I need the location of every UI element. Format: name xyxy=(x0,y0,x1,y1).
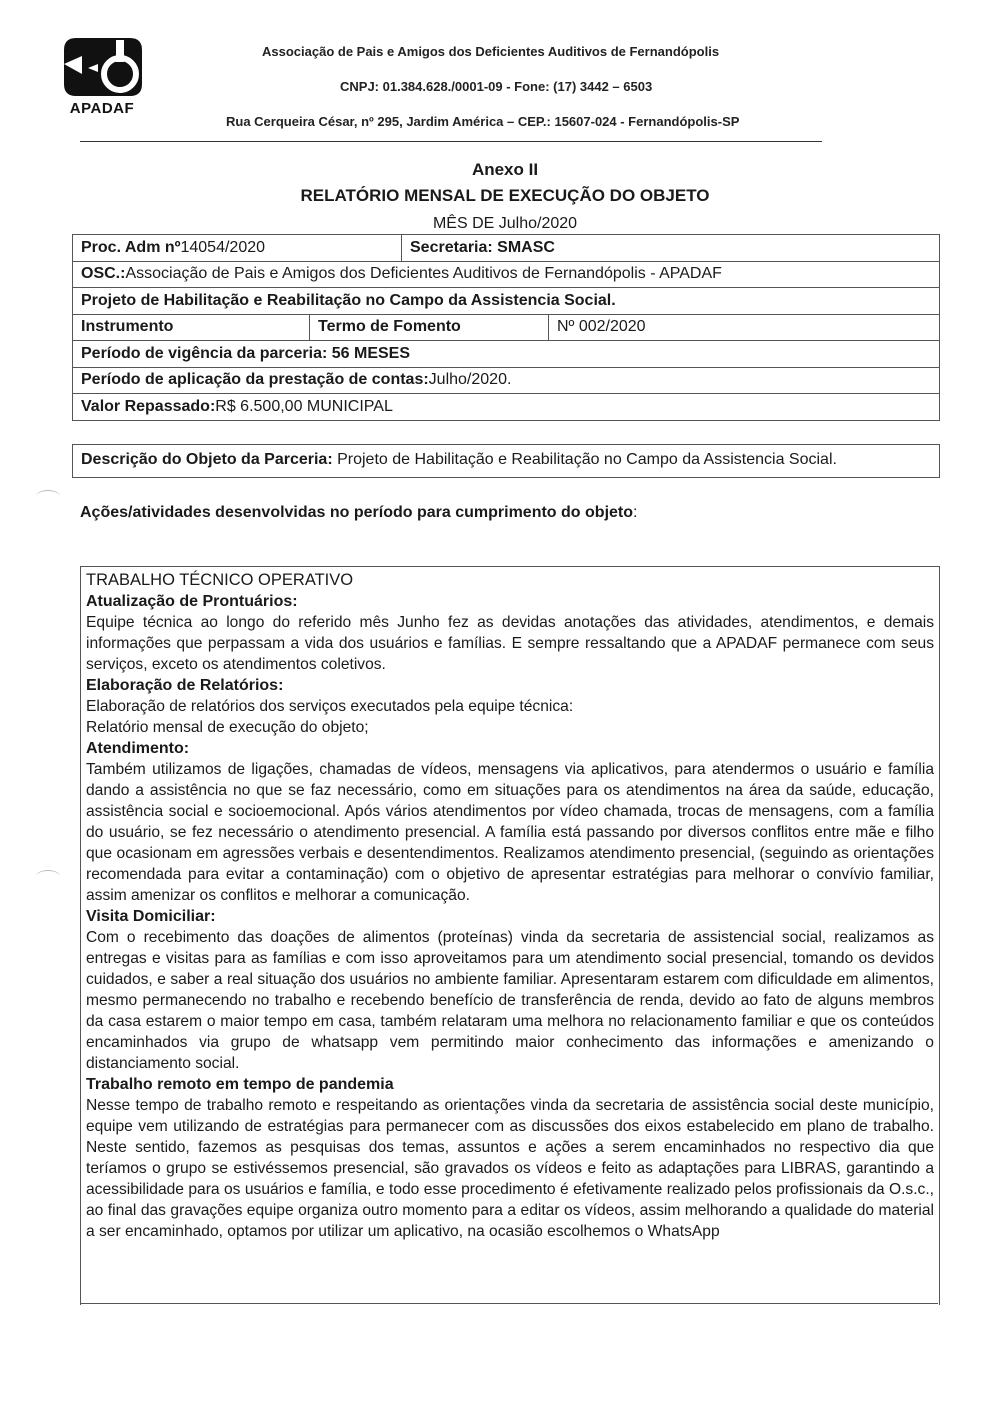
report-title: RELATÓRIO MENSAL DE EXECUÇÃO DO OBJETO xyxy=(300,186,710,205)
info-table xyxy=(72,234,940,421)
visita-title: Visita Domiciliar: xyxy=(86,908,216,925)
remoto-title: Trabalho remoto em tempo de pandemia xyxy=(86,1076,394,1093)
scan-mark xyxy=(36,870,60,883)
aplicacao-value: Julho/2020. xyxy=(428,371,512,389)
info-row-vigencia xyxy=(73,340,939,367)
section-heading: TRABALHO TÉCNICO OPERATIVO xyxy=(86,571,354,589)
project-cell xyxy=(73,288,939,314)
header-divider xyxy=(80,141,822,142)
proc-value: 14054/2020 xyxy=(180,238,266,256)
activities-box xyxy=(80,566,940,1305)
valor-label: Valor Repassado: xyxy=(81,397,216,415)
aplicacao-label: Período de aplicação da prestação de contas: xyxy=(81,371,429,389)
atendimento-title: Atendimento: xyxy=(86,740,190,757)
aplicacao-cell xyxy=(73,368,939,394)
description-value: Projeto de Habilitação e Reabilitação no Campo da Assistencia Social. xyxy=(332,451,837,468)
relatorios-title: Elaboração de Relatórios: xyxy=(86,677,284,694)
annex-title: Anexo II xyxy=(471,160,539,179)
atendimento-text: Também utilizamos de ligações, chamadas de vídeos, mensagens via aplicativos, para atendermos o usuário e família dando a assistência no que se faz necessário, como em situações para os atendimentos na área da saúde, educação, assistência social e socioemocional. Após vários atendimentos por vídeo chamada, trocas de mensagens, com a família do usuário, se fez necessário o atendimento presencial. A família está passando por diversos conflitos entre mãe e filho que ocasionam em agressões verbais e desentendimentos. Realizamos atendimento presencial, (seguindo as orientações recomendada para evitar a contaminação) com o objetivo de apresentar estratégias para melhorar o convívio familiar, assim amenizar os conflitos e melhorar a comunicação. xyxy=(86,761,934,904)
valor-value: R$ 6.500,00 MUNICIPAL xyxy=(215,397,393,415)
info-row-valor xyxy=(73,393,939,420)
numero-value: Nº 002/2020 xyxy=(557,318,646,336)
description-box xyxy=(72,444,940,478)
secretaria-cell xyxy=(401,235,939,261)
description-label: Descrição do Objeto da Parceria: xyxy=(81,451,333,468)
termo-cell xyxy=(309,315,548,341)
instrumento-label: Instrumento xyxy=(81,318,174,336)
osc-cell xyxy=(73,262,939,288)
scan-mark xyxy=(36,490,60,503)
vigencia-text: Período de vigência da parceria: 56 MESES xyxy=(81,344,411,362)
instrumento-cell xyxy=(73,315,309,341)
proc-cell xyxy=(73,235,401,261)
relatorios-line-2: Relatório mensal de execução do objeto; xyxy=(86,719,369,736)
report-month: MÊS DE Julho/2020 xyxy=(432,215,578,232)
visita-text: Com o recebimento das doações de alimentos (proteínas) vinda da secretaria de assistencial social, realizamos as entregas e visitas para as famílias e com isso aproveitamos para um atendimento social presencial, tomando os devidos cuidados, e saber a real situação dos usuários no ambiente familiar. Apresentaram estarem com dificuldade em alimentos, mesmo permanecendo no trabalho e recebendo benefício de transferência de renda, devido ao fato de alguns membros da casa estarem o maior tempo em casa, também relataram uma melhora no relacionamento familiar e que os conteúdos encaminhados via grupo de whatsapp vem permitindo maior conhecimento das informações e amenizando o distanciamento social. xyxy=(86,929,934,1072)
info-row-proc xyxy=(73,235,939,261)
header-address: Rua Cerqueira César, nº 295, Jardim América – CEP.: 15607-024 - Fernandópolis-SP xyxy=(226,114,740,129)
vigencia-cell xyxy=(73,341,939,367)
logo-text: APADAF xyxy=(69,100,135,117)
osc-label: OSC.: xyxy=(81,265,126,283)
info-row-osc xyxy=(73,261,939,288)
header-cnpj: CNPJ: 01.384.628./0001-09 - Fone: (17) 3442 – 6503 xyxy=(340,79,653,94)
proc-label: Proc. Adm nº xyxy=(81,238,181,256)
relatorios-line-1: Elaboração de relatórios dos serviços executados pela equipe técnica: xyxy=(86,698,574,715)
secretaria-label: Secretaria: SMASC xyxy=(410,238,555,256)
valor-cell xyxy=(73,394,939,420)
project-name: Projeto de Habilitação e Reabilitação no Campo da Assistencia Social. xyxy=(81,291,616,309)
info-row-aplicacao xyxy=(73,367,939,394)
acoes-heading xyxy=(80,504,637,522)
termo-label: Termo de Fomento xyxy=(318,318,461,336)
prontuarios-text: Equipe técnica ao longo do referido mês Junho fez as devidas anotações das atividades, atendimentos, e demais informações que perpassam a vida dos usuários e famílias. E sempre ressaltando que a APADAF permanece com seus serviços, exceto os atendimentos coletivos. xyxy=(86,614,934,673)
prontuarios-title: Atualização de Prontuários: xyxy=(86,593,298,610)
remoto-text: Nesse tempo de trabalho remoto e respeitando as orientações vinda da secretaria de assistência social deste município, equipe vem utilizando de estratégias para permanecer com as discussões dos eixos estabelecido em plano de trabalho. Neste sentido, fazemos as pesquisas dos temas, assuntos e ações a serem encaminhados no respectivo dia que teríamos o grupo se estivéssemos presencial, são gravados os vídeos e feito as adaptações para LIBRAS, garantindo a acessibilidade para os usuários e família, e todo esse procedimento é efetivamente realizado pelos profissionais da O.s.c., ao final das gravações equipe organiza outro momento para a editar os vídeos, assim melhorando a qualidade do material a ser encaminhado, optamos por utilizar um aplicativo, na ocasião escolhemos o WhatsApp xyxy=(86,1097,934,1240)
info-row-instrumento xyxy=(73,314,939,341)
apadaf-logo xyxy=(58,34,146,120)
numero-cell xyxy=(548,315,939,341)
content-bottom-border xyxy=(80,1303,938,1304)
logo-ear-icon xyxy=(58,34,146,100)
osc-value: Associação de Pais e Amigos dos Deficientes Auditivos de Fernandópolis - APADAF xyxy=(125,265,722,283)
acoes-label: Ações/atividades desenvolvidas no período para cumprimento do objeto xyxy=(80,504,634,521)
header-organization: Associação de Pais e Amigos dos Deficientes Auditivos de Fernandópolis xyxy=(262,44,720,59)
info-row-project xyxy=(73,287,939,314)
acoes-colon: : xyxy=(633,504,638,521)
